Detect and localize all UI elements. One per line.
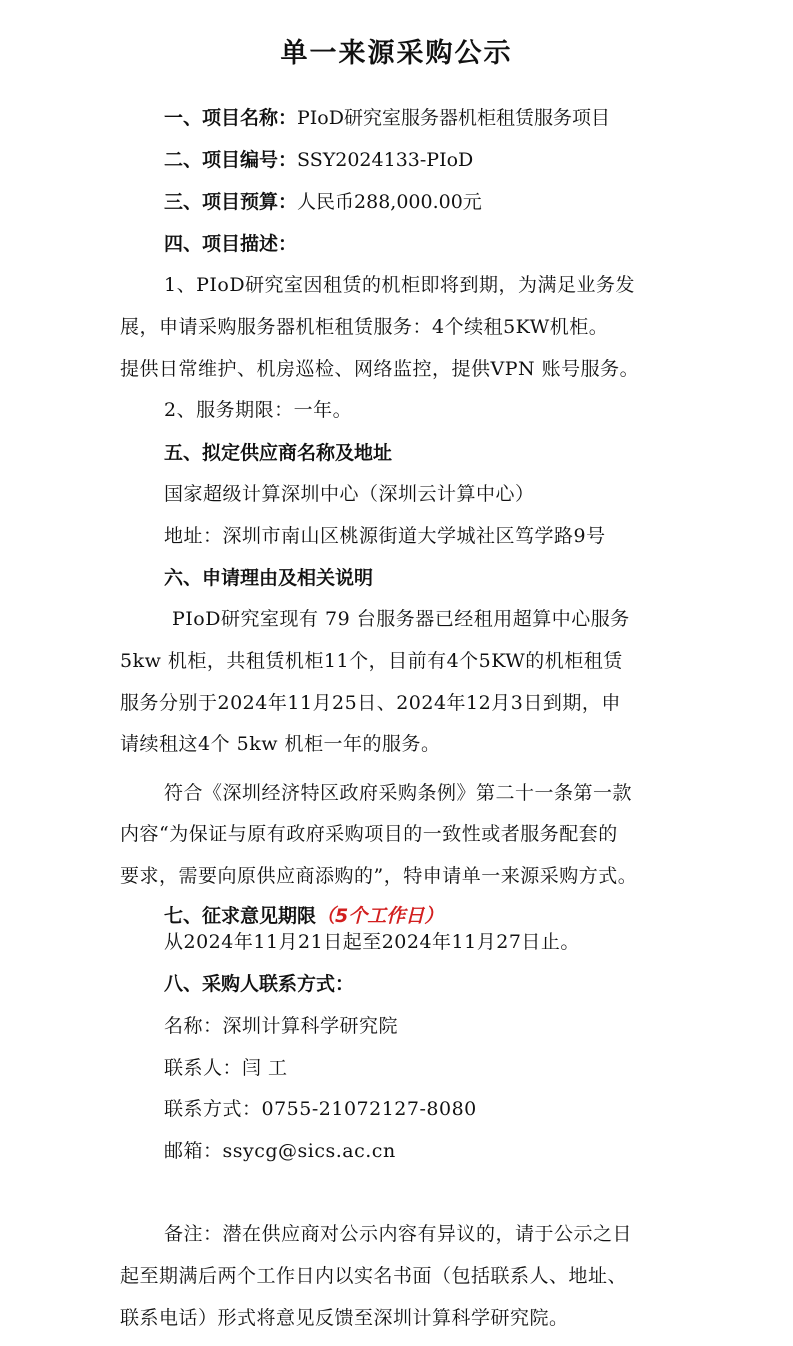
contact-email: 邮箱：ssycg@sics.ac.cn (164, 1140, 396, 1162)
remark-line: 联系电话）形式将意见反馈至深圳计算科学研究院。 (120, 1307, 569, 1329)
supplier-heading: 五、拟定供应商名称及地址 (164, 442, 393, 464)
contact-phone: 联系方式：0755-21072127-8080 (164, 1098, 477, 1120)
contact-heading: 八、采购人联系方式： (164, 973, 355, 995)
reason-line: PIoD研究室现有 79 台服务器已经租用超算中心服务 (172, 608, 630, 630)
reason-line: 内容“为保证与原有政府采购项目的一致性或者服务配套的 (120, 823, 618, 845)
supplier-name: 国家超级计算深圳中心（深圳云计算中心） (164, 483, 535, 505)
description-line: 展，申请采购服务器机柜租赁服务：4个续租5KW机柜。 (120, 316, 609, 338)
comment-period-row (0, 904, 793, 928)
reason-line: 5kw 机柜，共租赁机柜11个，目前有4个5KW的机柜租赁 (120, 650, 623, 672)
reason-line: 要求，需要向原供应商添购的”，特申请单一来源采购方式。 (120, 865, 638, 887)
comment-period-dates: 从2024年11月21日起至2024年11月27日止。 (164, 931, 580, 953)
project-budget-row (0, 190, 793, 214)
purchaser-name: 名称：深圳计算科学研究院 (164, 1015, 399, 1037)
project-name-value: PIoD研究室服务器机柜租赁服务项目 (297, 107, 610, 129)
comment-period-note: （5个工作日） (316, 905, 444, 927)
description-line: 提供日常维护、机房巡检、网络监控，提供VPN 账号服务。 (120, 358, 640, 380)
description-line: 2、服务期限：一年。 (164, 399, 353, 421)
page-title: 单一来源采购公示 (280, 38, 513, 70)
project-budget-label: 三、项目预算： (164, 191, 298, 213)
project-description-heading: 四、项目描述： (164, 233, 298, 255)
project-number-value: SSY2024133-PIoD (297, 149, 474, 171)
remark-line: 起至期满后两个工作日内以实名书面（包括联系人、地址、 (120, 1265, 628, 1287)
project-name-label: 一、项目名称： (164, 107, 298, 129)
description-line: 1、PIoD研究室因租赁的机柜即将到期，为满足业务发 (164, 274, 636, 296)
contact-person: 联系人：闫 工 (164, 1057, 288, 1079)
project-name-row (0, 106, 793, 130)
project-budget-value: 人民币288,000.00元 (297, 191, 482, 213)
project-number-row (0, 148, 793, 172)
reason-line: 请续租这4个 5kw 机柜一年的服务。 (120, 733, 441, 755)
comment-period-label: 七、征求意见期限 (164, 905, 317, 927)
reason-line: 服务分别于2024年11月25日、2024年12月3日到期，申 (120, 692, 621, 714)
reason-line: 符合《深圳经济特区政府采购条例》第二十一条第一款 (164, 782, 633, 804)
project-number-label: 二、项目编号： (164, 149, 298, 171)
reason-heading: 六、申请理由及相关说明 (164, 567, 374, 589)
remark-line: 备注：潜在供应商对公示内容有异议的，请于公示之日 (164, 1223, 633, 1245)
supplier-address: 地址：深圳市南山区桃源街道大学城社区笃学路9号 (164, 525, 606, 547)
